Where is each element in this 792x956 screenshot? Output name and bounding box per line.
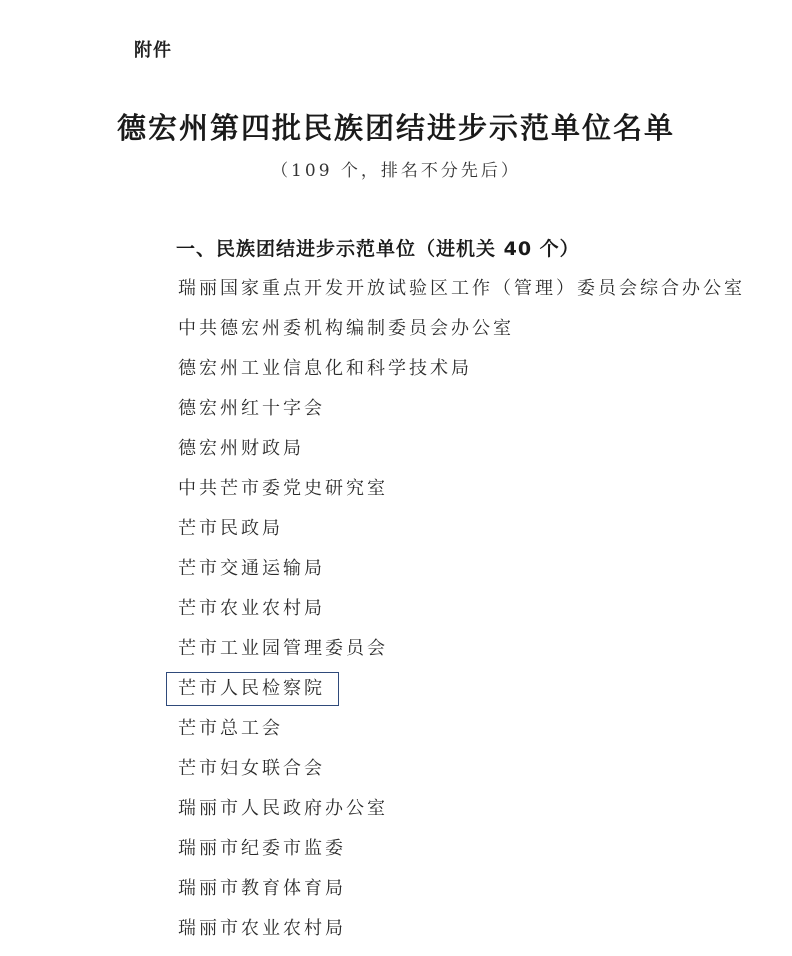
attachment-label: 附件 — [134, 40, 172, 61]
list-item: 芒市民政局 — [178, 518, 283, 539]
list-item: 芒市交通运输局 — [178, 558, 325, 579]
list-item: 芒市总工会 — [178, 718, 283, 739]
list-item: 瑞丽市纪委市监委 — [178, 838, 346, 859]
document-subtitle: （109 个，排名不分先后） — [271, 161, 521, 181]
list-item: 德宏州工业信息化和科学技术局 — [178, 358, 472, 379]
list-item: 瑞丽市农业农村局 — [178, 918, 346, 939]
list-item: 德宏州红十字会 — [178, 398, 325, 419]
list-item: 瑞丽市人民政府办公室 — [178, 798, 388, 819]
list-item: 芒市妇女联合会 — [178, 758, 325, 779]
selection-highlight-box — [166, 672, 339, 706]
list-item: 芒市人民检察院 — [178, 678, 325, 699]
list-item: 中共芒市委党史研究室 — [178, 478, 388, 499]
list-item: 芒市工业园管理委员会 — [178, 638, 388, 659]
list-item: 中共德宏州委机构编制委员会办公室 — [178, 318, 514, 339]
document-title: 德宏州第四批民族团结进步示范单位名单 — [116, 111, 675, 145]
list-item: 芒市农业农村局 — [178, 598, 325, 619]
list-item: 德宏州财政局 — [178, 438, 304, 459]
unit-list — [178, 276, 745, 956]
section-heading: 一、民族团结进步示范单位（进机关 40 个） — [176, 238, 580, 260]
list-item: 瑞丽国家重点开发开放试验区工作（管理）委员会综合办公室 — [178, 278, 745, 299]
list-item: 瑞丽市教育体育局 — [178, 878, 346, 899]
